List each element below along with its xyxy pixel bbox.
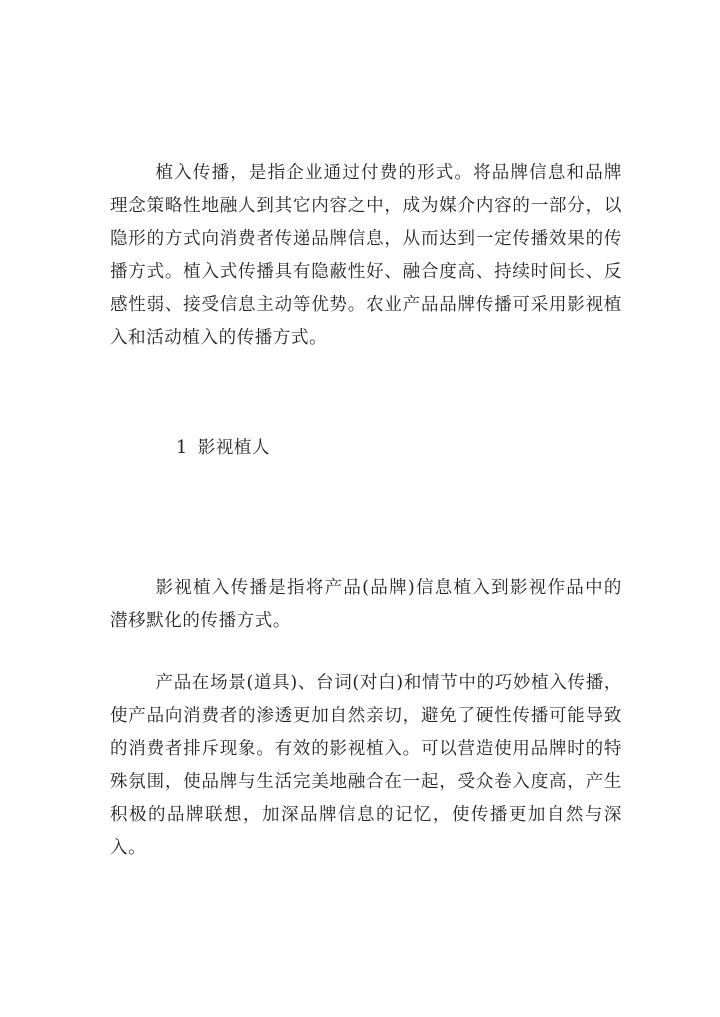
definition-paragraph: 影视植入传播是指将产品(品牌)信息植入到影视作品中的潜移默化的传播方式。 <box>110 578 622 631</box>
section-title: 影视植人 <box>197 438 271 458</box>
detail-paragraph: 产品在场景(道具)、台词(对白)和情节中的巧妙植入传播，使产品向消费者的渗透更加自然亲切，避免了硬性传播可能导致的消费者排斥现象。有效的影视植入。可以营造使用品牌时的特殊氛围，使品牌与生活完美地融合在一起，受众卷入度高，产生积极的品牌联想，加深品牌信息的记忆，使传播更加自然与深入。 <box>110 673 622 858</box>
section-number: 1 <box>176 438 188 458</box>
intro-paragraph: 植入传播，是指企业通过付费的形式。将品牌信息和品牌理念策略性地融人到其它内容之中，成为媒介内容的一部分，以隐形的方式向消费者传递品牌信息，从而达到一定传播效果的传播方式。植入式传播具有隐蔽性好、融合度高、持续时间长、反感性弱、接受信息主动等优势。农业产品品牌传播可采用影视植入和活动植入的传播方式。 <box>110 163 622 348</box>
section-heading <box>176 432 270 465</box>
